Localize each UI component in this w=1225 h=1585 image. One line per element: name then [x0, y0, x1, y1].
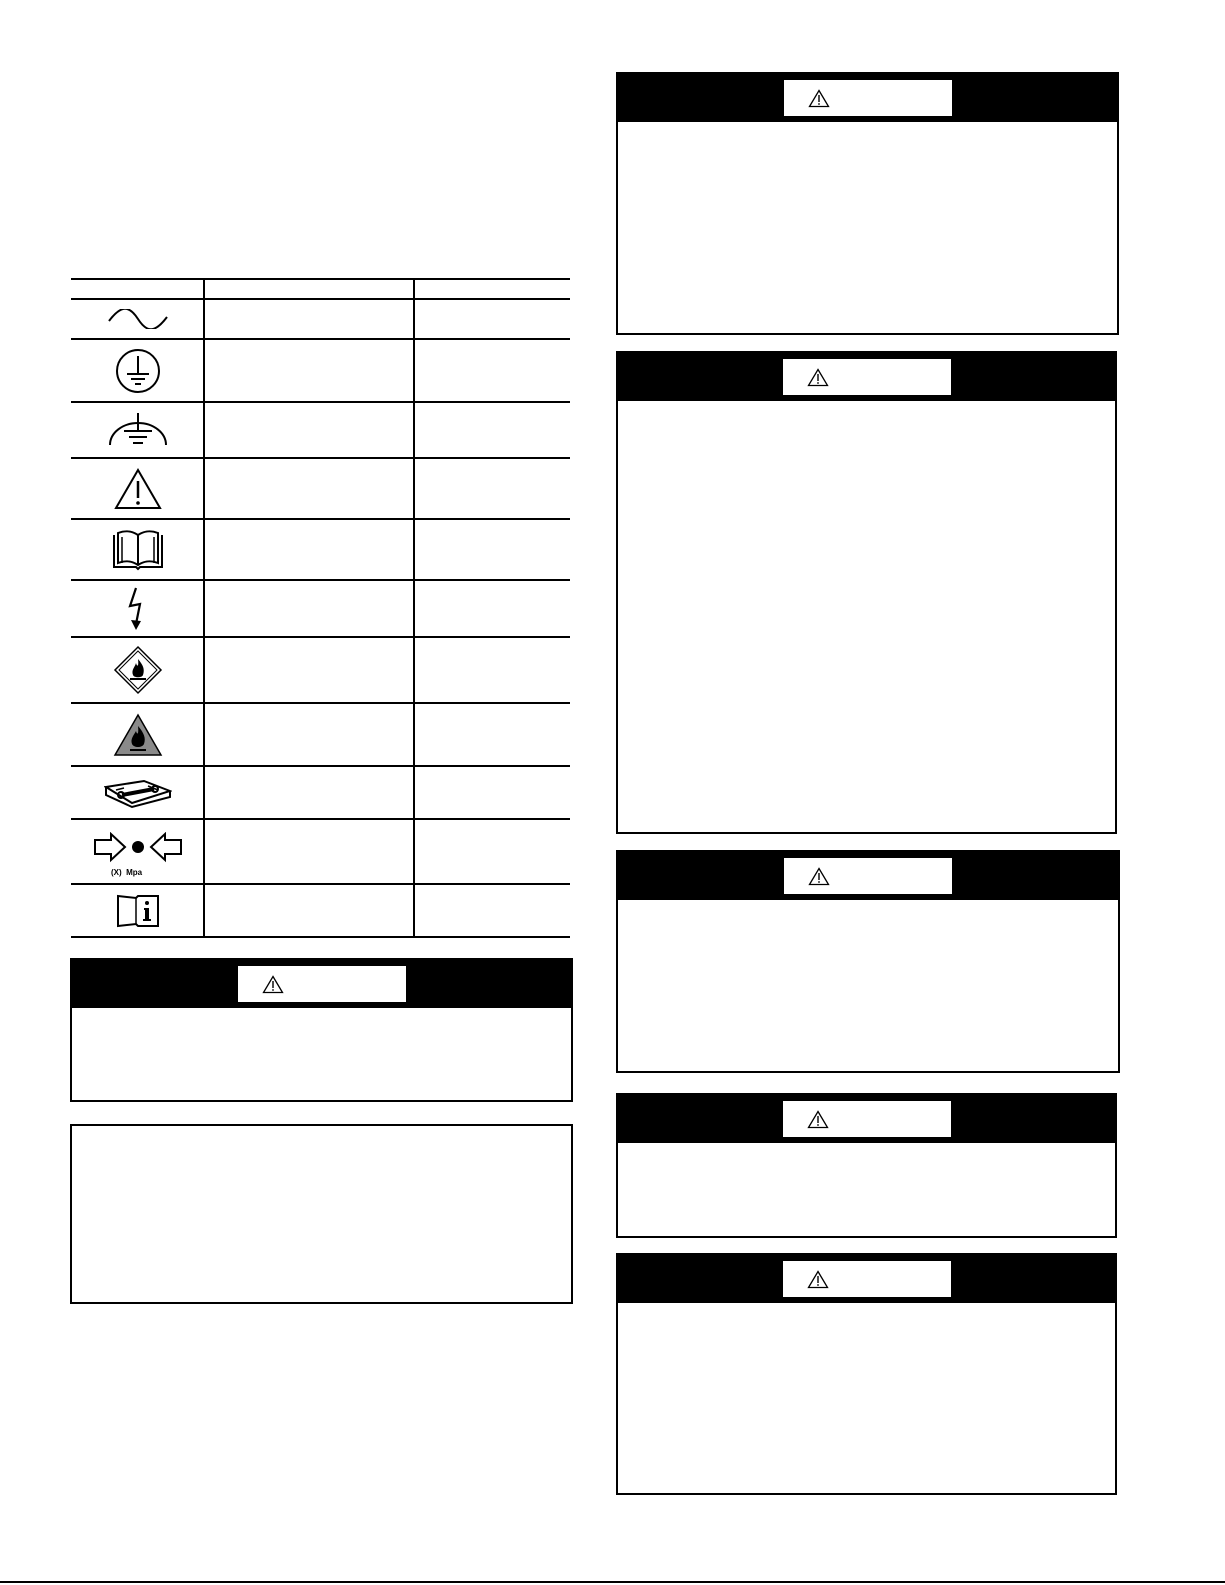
warning-triangle-icon	[808, 89, 830, 108]
warning-box	[616, 72, 1119, 335]
warning-box	[70, 958, 573, 1102]
table-row	[71, 403, 570, 459]
warning-triangle-icon	[262, 975, 284, 994]
pressure-unit-label: (X) Mpa	[111, 868, 143, 877]
warning-label	[783, 359, 951, 395]
warning-label	[784, 80, 952, 116]
table-row	[71, 340, 570, 403]
warning-label	[238, 966, 406, 1002]
alternating-current-icon	[71, 300, 204, 338]
warning-box	[616, 1253, 1117, 1495]
page-bottom-rule	[0, 1581, 1225, 1583]
warning-header	[72, 960, 571, 1008]
flammable-refrigerant-warning-icon	[71, 704, 204, 765]
table-row	[71, 820, 570, 885]
table-header-row	[71, 278, 570, 300]
table-row	[71, 885, 570, 938]
read-manual-icon	[71, 520, 204, 579]
warning-header	[618, 353, 1115, 401]
chassis-ground-icon	[71, 403, 204, 457]
flammable-material-diamond-icon	[71, 638, 204, 702]
warning-box	[616, 850, 1120, 1073]
warning-triangle-icon	[807, 1110, 829, 1129]
information-manual-icon	[71, 885, 204, 936]
protective-earth-ground-icon	[71, 340, 204, 401]
table-row	[71, 638, 570, 704]
warning-triangle-icon	[807, 368, 829, 387]
service-manual-icon	[71, 767, 204, 818]
warning-triangle-icon	[807, 1270, 829, 1289]
warning-header	[618, 1255, 1115, 1303]
table-row	[71, 767, 570, 820]
warning-label	[784, 858, 952, 894]
symbol-table	[71, 278, 570, 938]
warning-triangle-icon	[808, 867, 830, 886]
warning-box	[616, 1093, 1117, 1238]
table-row	[71, 520, 570, 581]
table-row	[71, 300, 570, 340]
table-row	[71, 704, 570, 767]
warning-box	[616, 351, 1117, 834]
table-row	[71, 459, 570, 520]
note-box	[70, 1124, 573, 1304]
warning-label	[783, 1101, 951, 1137]
warning-header	[618, 852, 1118, 900]
warning-header	[618, 74, 1117, 122]
table-row	[71, 581, 570, 638]
warning-triangle-icon	[71, 459, 204, 518]
dangerous-voltage-icon	[71, 581, 204, 636]
warning-header	[618, 1095, 1115, 1143]
warning-label	[783, 1261, 951, 1297]
